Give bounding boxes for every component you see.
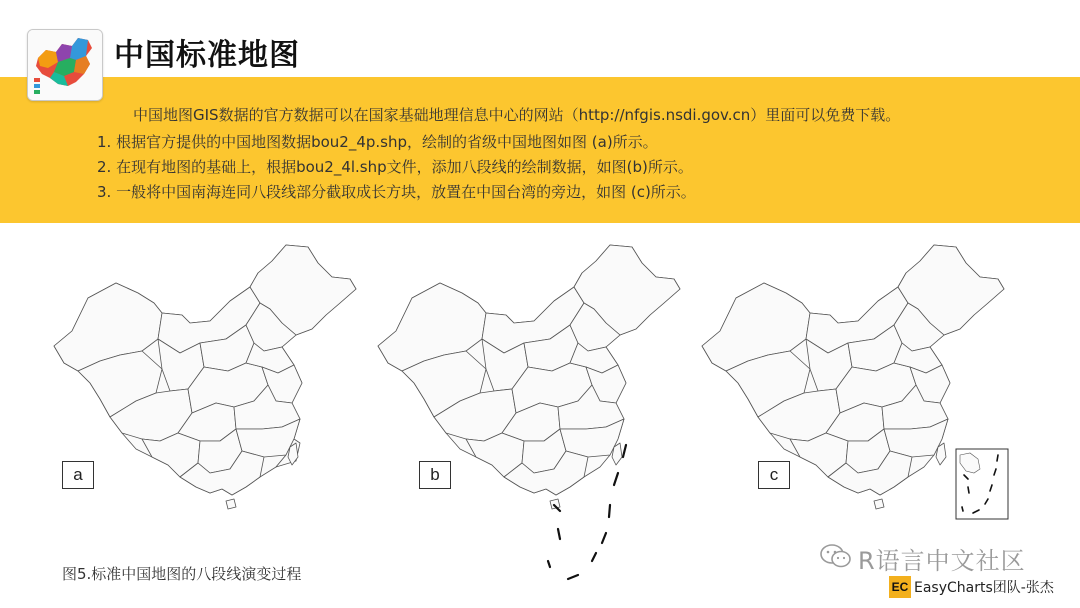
watermark-text: R语言中文社区 bbox=[858, 547, 1026, 575]
step-1-text: 1. 根据官方提供的中国地图数据bou2_4p.shp，绘制的省级中国地图如图 (a)所示。 bbox=[97, 133, 658, 151]
intro-text: 中国地图GIS数据的官方数据可以在国家基础地理信息中心的网站（http://nfgis.nsdi.gov.cn）里面可以免费下载。 bbox=[133, 106, 901, 124]
watermark bbox=[820, 541, 1026, 576]
panel-label-c: c bbox=[758, 461, 790, 489]
china-map-thumbnail-icon bbox=[27, 29, 103, 101]
step-3-text: 3. 一般将中国南海连同八段线部分截取成长方块，放置在中国台湾的旁边，如图 (c)所示。 bbox=[97, 183, 696, 201]
page-title: 中国标准地图 bbox=[114, 38, 300, 73]
south-china-sea-inset bbox=[956, 449, 1008, 519]
china-map-c bbox=[698, 243, 1018, 533]
panel-label-a: a bbox=[62, 461, 94, 489]
easycharts-logo-icon: EC bbox=[889, 576, 911, 598]
china-map-b bbox=[374, 243, 694, 588]
step-2-text: 2. 在现有地图的基础上，根据bou2_4l.shp文件，添加八段线的绘制数据，如图(b)所示。 bbox=[97, 158, 693, 176]
footer-text: EasyCharts团队-张杰 bbox=[914, 580, 1054, 596]
wechat-icon bbox=[820, 543, 852, 575]
footer-credit bbox=[889, 576, 1054, 598]
china-map-a bbox=[50, 243, 370, 573]
figure-caption: 图5.标准中国地图的八段线演变过程 bbox=[62, 565, 302, 583]
panel-label-b: b bbox=[419, 461, 451, 489]
description-banner bbox=[0, 77, 1080, 223]
